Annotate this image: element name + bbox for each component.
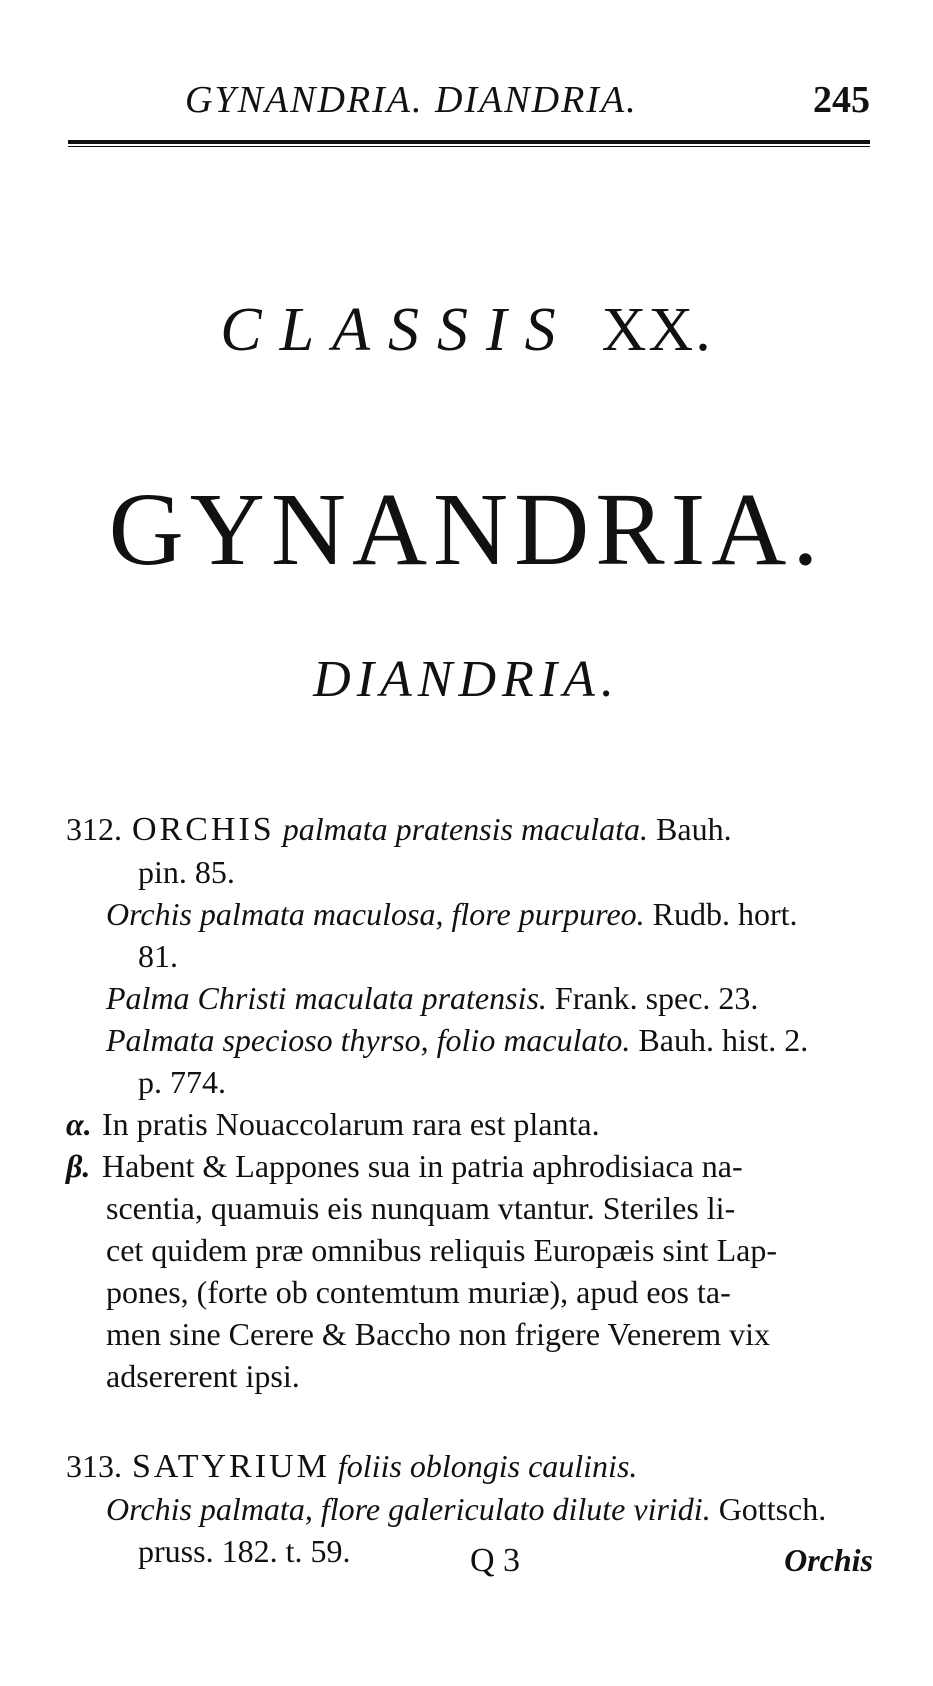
entry-separator <box>66 1397 886 1445</box>
note-line: pones, (forte ob contemtum muriæ), apud eos ta- <box>106 1274 731 1310</box>
note-alpha <box>66 1103 886 1145</box>
class-name-heading: GYNANDRIA. <box>108 472 825 587</box>
running-title: GYNANDRIA. DIANDRIA. <box>185 79 638 121</box>
entry-number: 312. <box>66 811 122 847</box>
page-footer <box>0 1542 933 1592</box>
classis-heading <box>0 295 933 366</box>
synonym: Orchis palmata, flore galericulato dilute viridi. <box>106 1491 711 1527</box>
note-line: scentia, quamuis eis nunquam vtantur. Steriles li- <box>106 1190 736 1226</box>
signature-mark: Q 3 <box>470 1542 521 1579</box>
note-text: In pratis Nouaccolarum rara est planta. <box>102 1106 600 1142</box>
entry-line <box>66 1488 886 1530</box>
classis-word: CLASSIS <box>220 296 574 364</box>
entry-line: 81. <box>138 938 178 974</box>
entry-line <box>66 977 886 1019</box>
citation: Bauh. hist. 2. <box>638 1022 809 1058</box>
entry-line: p. 774. <box>138 1064 226 1100</box>
synonym: Palma Christi maculata pratensis. <box>106 980 547 1016</box>
page-number: 245 <box>813 79 870 121</box>
synonym: Orchis palmata maculosa, flore purpureo. <box>106 896 645 932</box>
diagnosis: palmata pratensis maculata. <box>282 811 649 847</box>
genus-name: SATYRIUM <box>132 1448 330 1485</box>
entry-line <box>66 1445 886 1488</box>
catchword: Orchis <box>784 1542 873 1578</box>
entry-line <box>66 893 886 935</box>
citation: Gottsch. <box>718 1491 827 1527</box>
entry-312 <box>66 808 886 1397</box>
note-line: adsererent ipsi. <box>106 1358 300 1394</box>
running-head <box>70 78 870 138</box>
note-line: cet quidem præ omnibus reliquis Europæis sint Lap- <box>106 1232 778 1268</box>
species-entries <box>66 808 886 1572</box>
note-label: β. <box>66 1148 91 1184</box>
order-name-heading: DIANDRIA. <box>313 651 620 708</box>
genus-name: ORCHIS <box>132 811 275 848</box>
classis-number: XX. <box>601 296 713 364</box>
citation: Frank. spec. 23. <box>554 980 759 1016</box>
synonym: Palmata specioso thyrso, folio maculato. <box>106 1022 631 1058</box>
note-line: men sine Cerere & Baccho non frigere Venerem vix <box>106 1316 771 1352</box>
entry-line: pin. 85. <box>138 854 235 890</box>
entry-line: pruss. 182. t. 59. <box>138 1533 351 1569</box>
note-beta <box>66 1145 886 1187</box>
header-rule <box>68 140 870 147</box>
diagnosis: foliis oblongis caulinis. <box>337 1448 638 1484</box>
entry-line <box>66 808 886 851</box>
note-text: Habent & Lappones sua in patria aphrodisiaca na- <box>102 1148 743 1184</box>
note-label: α. <box>66 1106 92 1142</box>
citation: Bauh. <box>656 811 732 847</box>
entry-number: 313. <box>66 1448 122 1484</box>
citation: Rudb. hort. <box>652 896 798 932</box>
entry-line <box>66 1019 886 1061</box>
